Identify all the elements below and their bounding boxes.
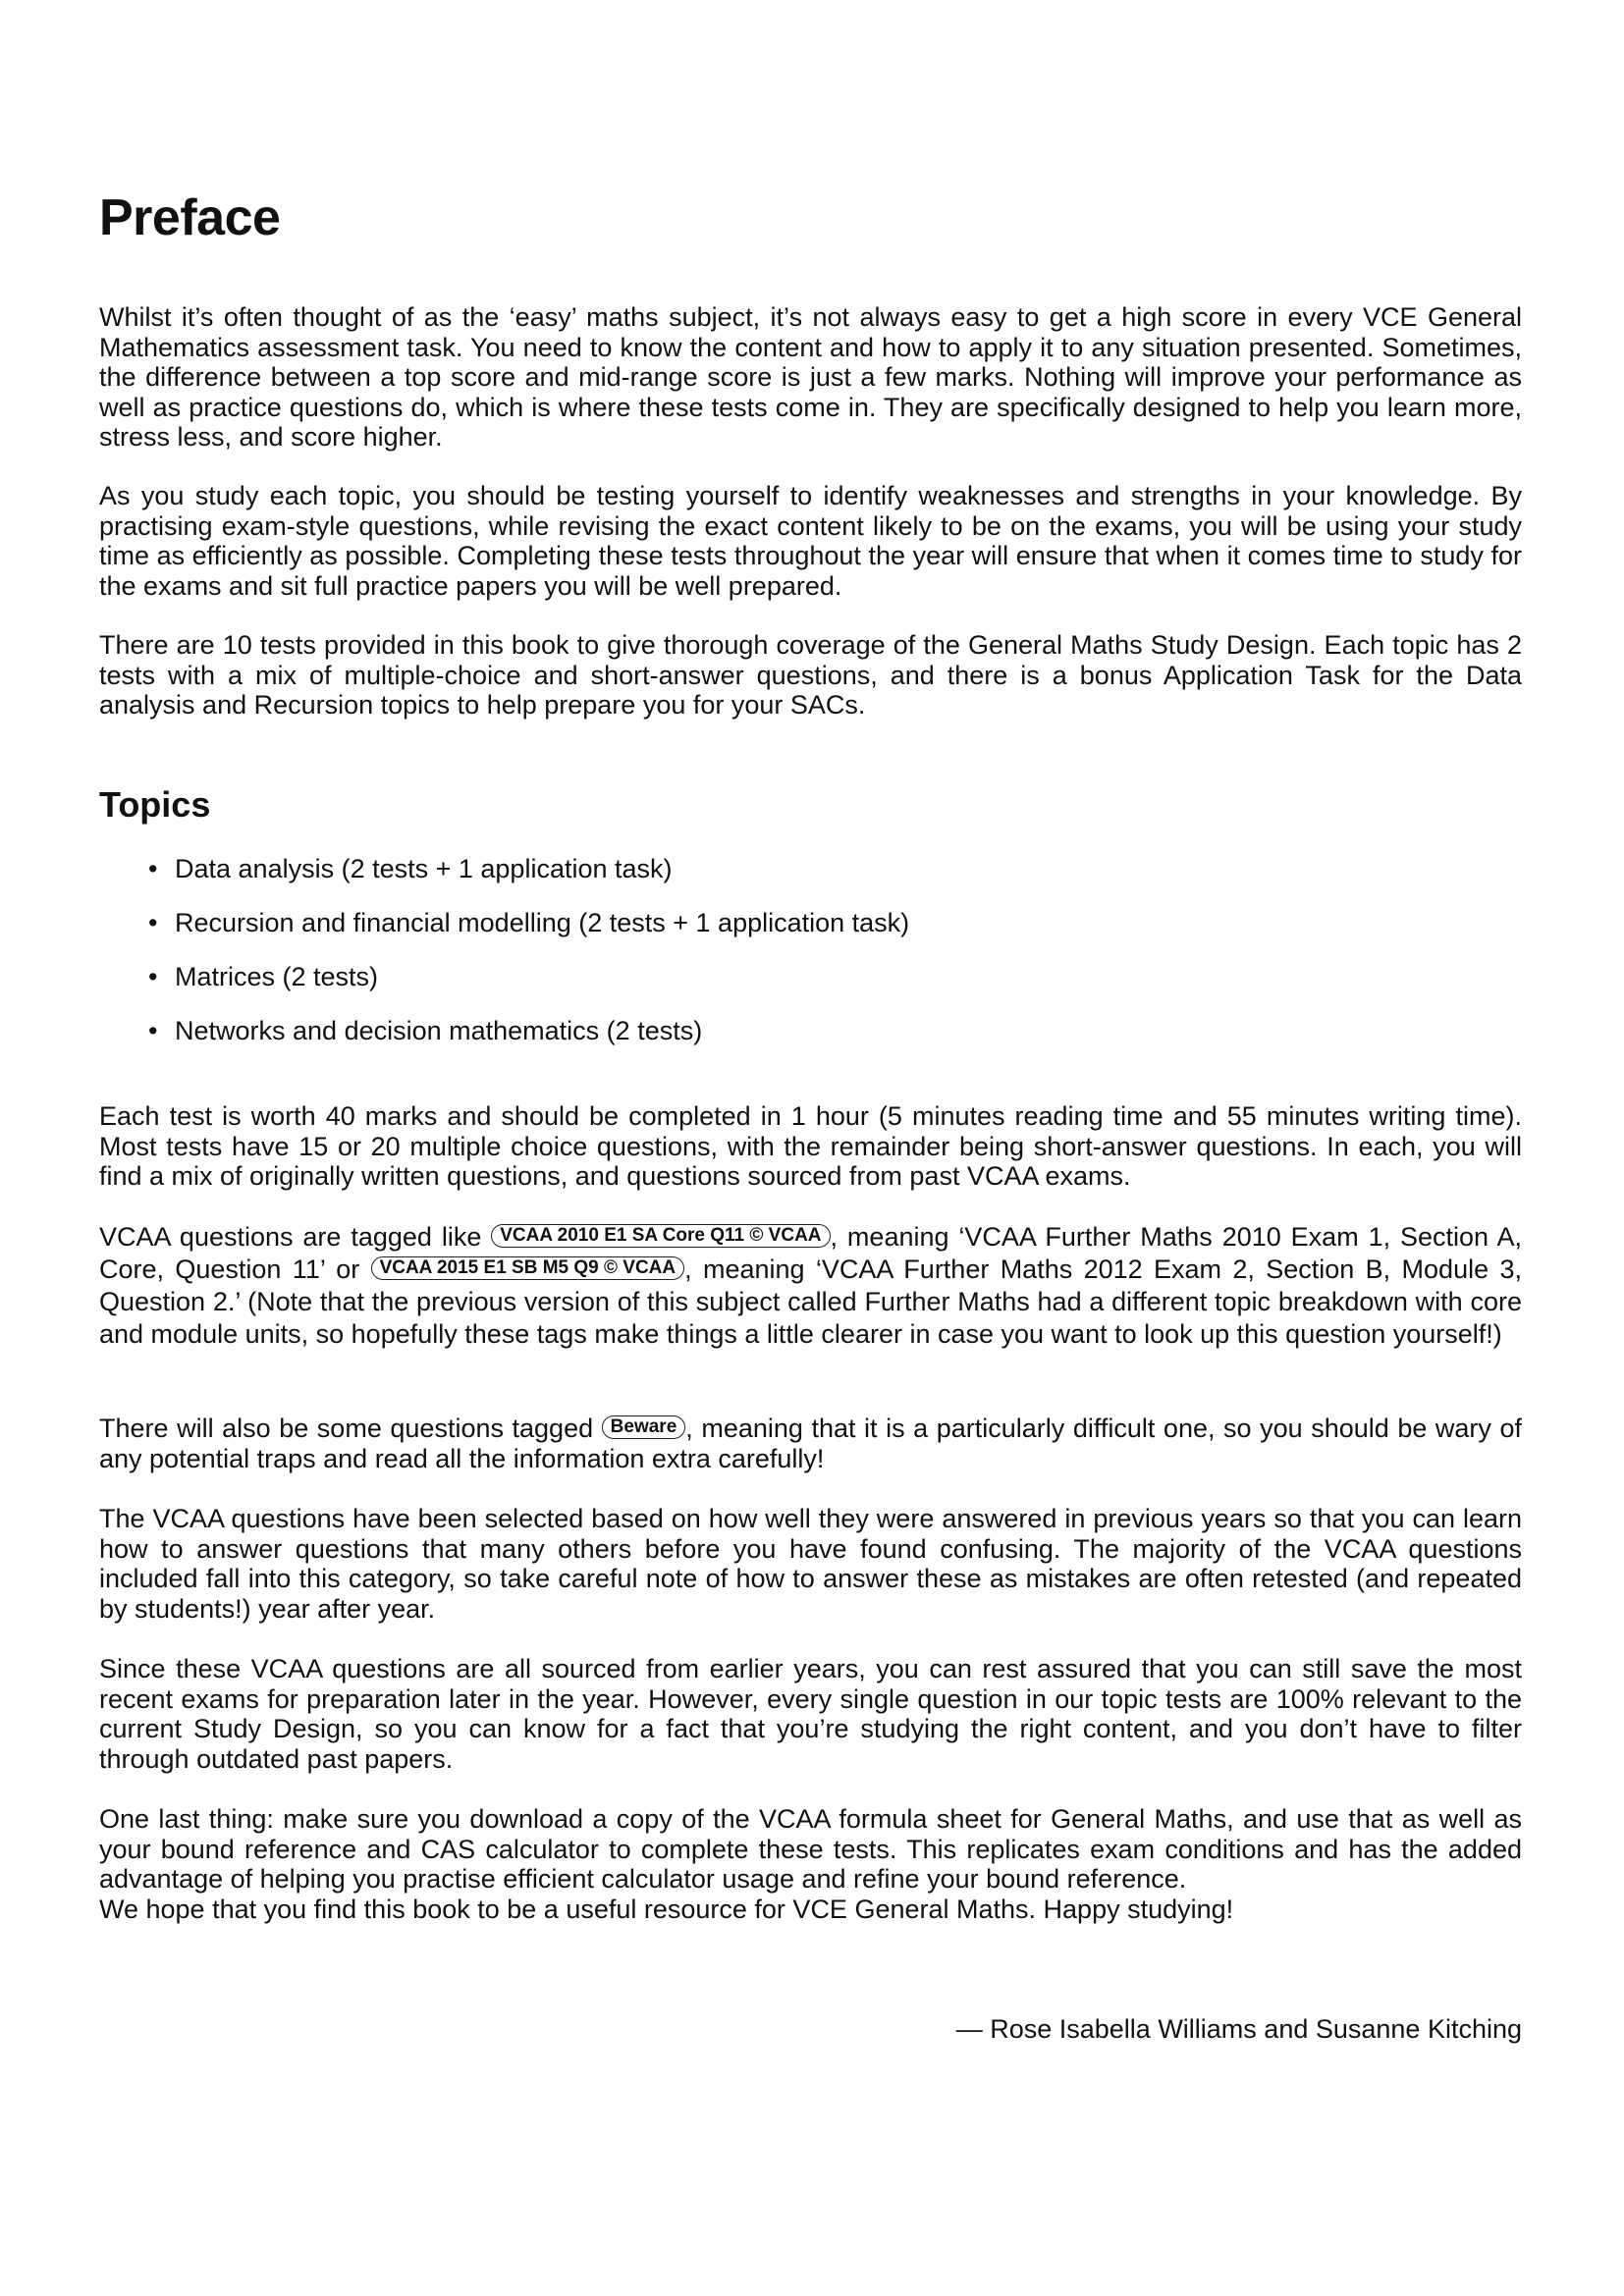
beware-text-2: , meaning that it is a particularly difficult one, so you should be wary of any potential traps and read all the information extra carefully! [99,1414,1522,1473]
topic-item [148,908,909,962]
vcaa-tags-text-3: , meaning ‘VCAA Further Maths 2012 Exam 2, Section B, Module 3, Question 2.’ (Note that the previous version of this subject called Further Maths had a different topic breakdown with core and module units, so hopefully these tags make things a little clearer in case you want to look up this question yourself!) [99,1255,1522,1349]
vcaa-tag-example-2: VCAA 2015 E1 SB M5 Q9 © VCAA [371,1256,685,1280]
test-info-paragraph: Each test is worth 40 marks and should be completed in 1 hour (5 minutes reading time and 55 minutes writing time). Most tests have 15 or 20 multiple choice questions, with the remainder being short-answer questions. In each, you will find a mix of originally written questions, and questions sourced from past VCAA exams. [99,1101,1522,1191]
topic-item [148,962,909,1016]
topic-item [148,1016,909,1070]
beware-tag: Beware [602,1415,686,1439]
topic-item-label: Networks and decision mathematics (2 tests) [175,1016,703,1045]
topic-item-label: Matrices (2 tests) [175,962,379,991]
final-line: We hope that you find this book to be a useful resource for VCE General Maths. Happy studying! [99,1895,1234,1924]
vcaa-tags-text-1: VCAA questions are tagged like [99,1222,492,1252]
topic-item-label: Data analysis (2 tests + 1 application task) [175,854,673,883]
topic-item-label: Recursion and financial modelling (2 tests + 1 application task) [175,908,910,937]
bullet-icon: • [148,908,158,937]
intro-paragraph-3: There are 10 tests provided in this book to give thorough coverage of the General Maths Study Design. Each topic has 2 tests with a mix of multiple-choice and short-answer questions, and there is a bonus Application Task for the Data analysis and Recursion topics to help prepare you for your SACs. [99,630,1522,720]
vcaa-tags-paragraph [99,1221,1522,1351]
closing-paragraph-1: The VCAA questions have been selected based on how well they were answered in previous years so that you can learn how to answer questions that many others before you have found confusing. The majority of the VCAA questions included fall into this category, so take careful note of how to answer these as mistakes are often retested (and repeated by students!) year after year. [99,1504,1522,1624]
beware-text-1: There will also be some questions tagged [99,1414,602,1443]
last-thing-paragraph: One last thing: make sure you download a copy of the VCAA formula sheet for General Maths, and use that as well as your bound reference and CAS calculator to complete these tests. This replicates exam conditions and has the added advantage of helping you practise efficient calculator usage and refine your bound reference. [99,1804,1522,1894]
vcaa-tag-example-1: VCAA 2010 E1 SA Core Q11 © VCAA [491,1224,830,1248]
topics-list [148,854,909,1070]
author-signoff: — Rose Isabella Williams and Susanne Kitching [955,2014,1522,2044]
topics-heading: Topics [99,784,211,825]
intro-paragraph-2: As you study each topic, you should be testing yourself to identify weaknesses and strengths in your knowledge. By practising exam-style questions, while revising the exact content likely to be on the exams, you will be using your study time as efficiently as possible. Completing these tests throughout the year will ensure that when it comes time to study for the exams and sit full practice papers you will be well prepared. [99,481,1522,601]
closing-paragraph-2: Since these VCAA questions are all sourced from earlier years, you can rest assured that you can still save the most recent exams for preparation later in the year. However, every single question in our topic tests are 100% relevant to the current Study Design, so you can know for a fact that you’re studying the right content, and you don’t have to filter through outdated past papers. [99,1654,1522,1774]
vcaa-tags-text-2: , meaning ‘VCAA Further Maths 2010 Exam 1, Section A, Core, Question 11’ or [99,1222,1522,1284]
topic-item [148,854,909,908]
intro-paragraph-1: Whilst it’s often thought of as the ‘easy’ maths subject, it’s not always easy to get a high score in every VCE General Mathematics assessment task. You need to know the content and how to apply it to any situation presented. Sometimes, the difference between a top score and mid-range score is just a few marks. Nothing will improve your performance as well as practice questions do, which is where these tests come in. They are specifically designed to help you learn more, stress less, and score higher. [99,302,1522,452]
bullet-icon: • [148,854,158,883]
page-title: Preface [99,189,281,246]
beware-paragraph [99,1414,1522,1473]
bullet-icon: • [148,962,158,991]
bullet-icon: • [148,1016,158,1045]
